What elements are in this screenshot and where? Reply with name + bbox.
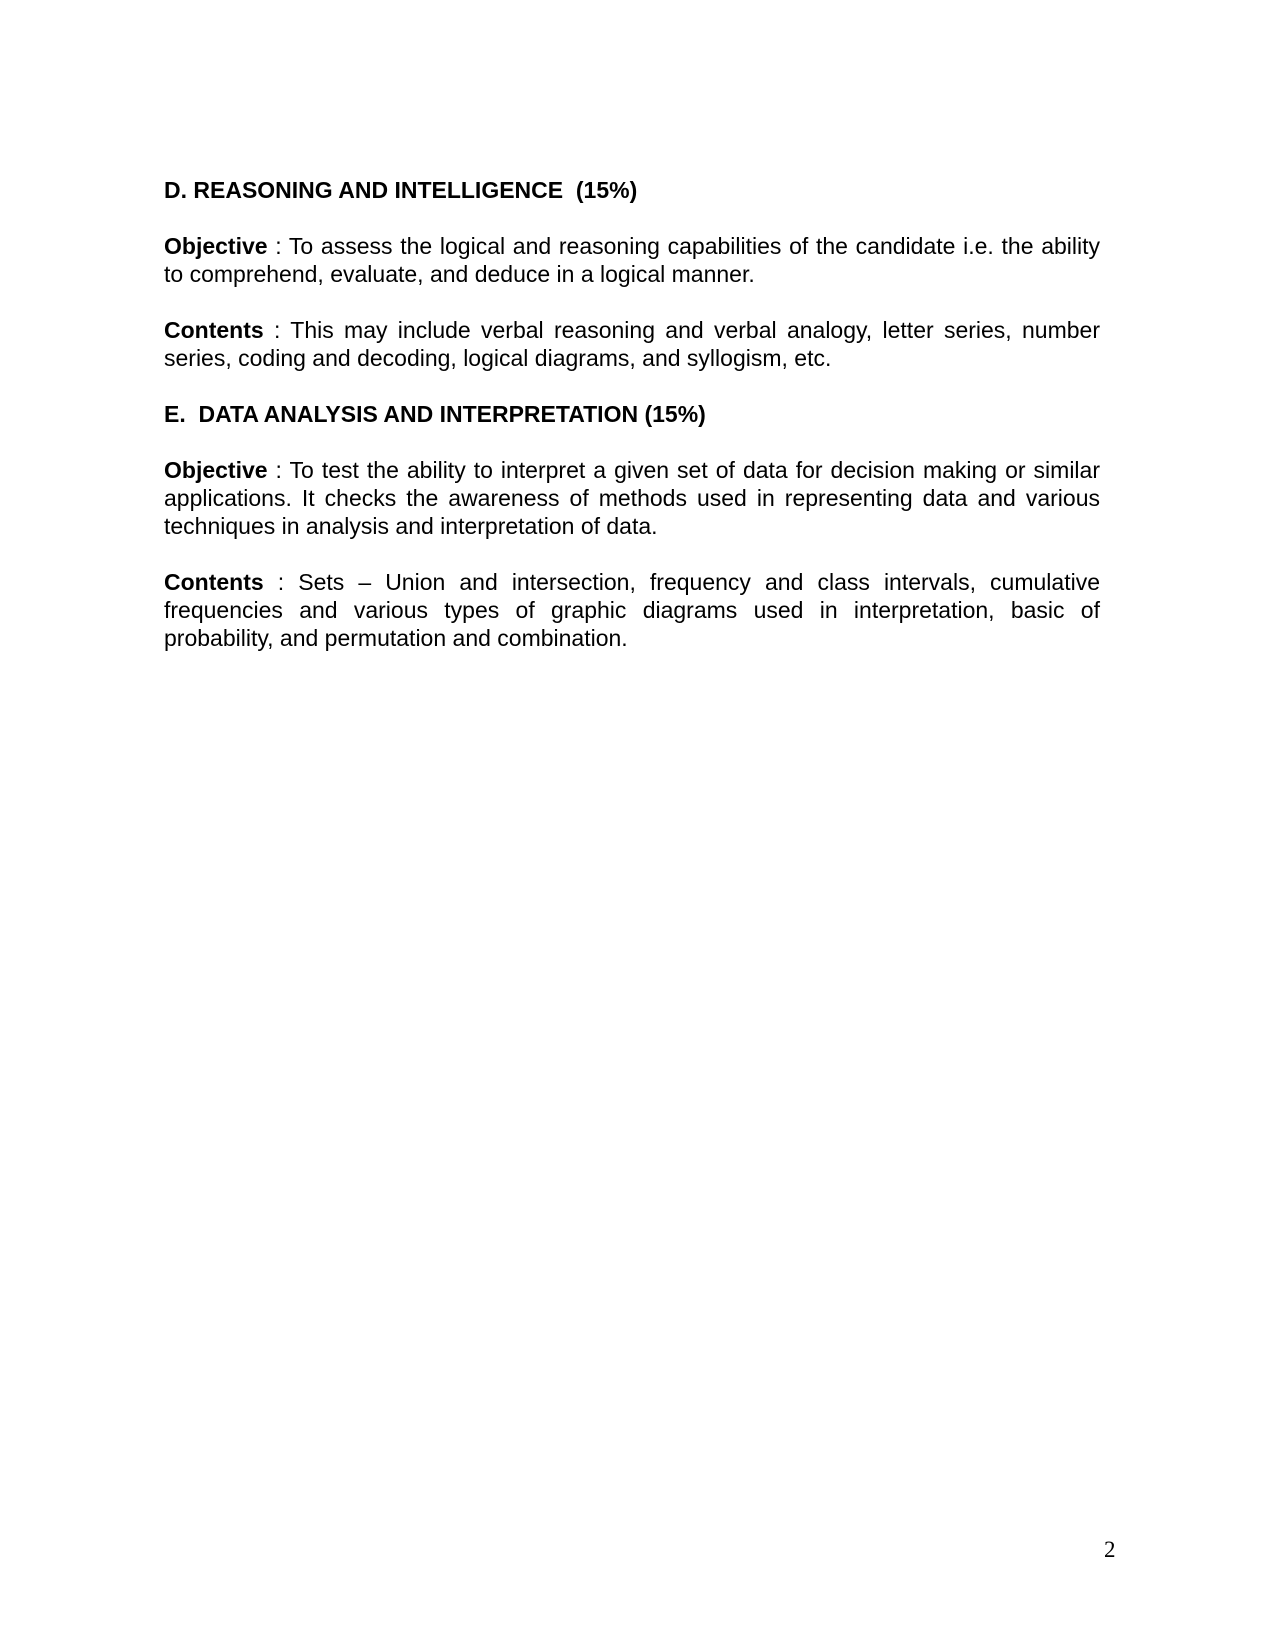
contents-text: : Sets – Union and intersection, frequency and class intervals, cumulative frequencies and various types of graphic diagrams used in interpretation, basic of probability, and permutation and combination. [164,569,1100,651]
document-body [164,176,1100,652]
page-number: 2 [1104,1537,1116,1562]
objective-term: Objective [164,457,268,483]
section-d-contents [164,316,1100,372]
objective-text: : To assess the logical and reasoning capabilities of the candidate i.e. the ability to comprehend, evaluate, and deduce in a logical manner. [164,233,1100,287]
contents-term: Contents [164,317,264,343]
contents-text: : This may include verbal reasoning and verbal analogy, letter series, number series, coding and decoding, logical diagrams, and syllogism, etc. [164,317,1100,371]
section-e-objective [164,456,1100,540]
contents-term: Contents [164,569,264,595]
objective-text: : To test the ability to interpret a given set of data for decision making or similar applications. It checks the awareness of methods used in representing data and various techniques in analysis and interpretation of data. [164,457,1100,539]
section-heading-e: E. DATA ANALYSIS AND INTERPRETATION (15%) [164,401,706,427]
objective-term: Objective [164,233,268,259]
section-heading-d: D. REASONING AND INTELLIGENCE (15%) [164,177,638,203]
section-d-objective [164,232,1100,288]
section-e-contents [164,568,1100,652]
